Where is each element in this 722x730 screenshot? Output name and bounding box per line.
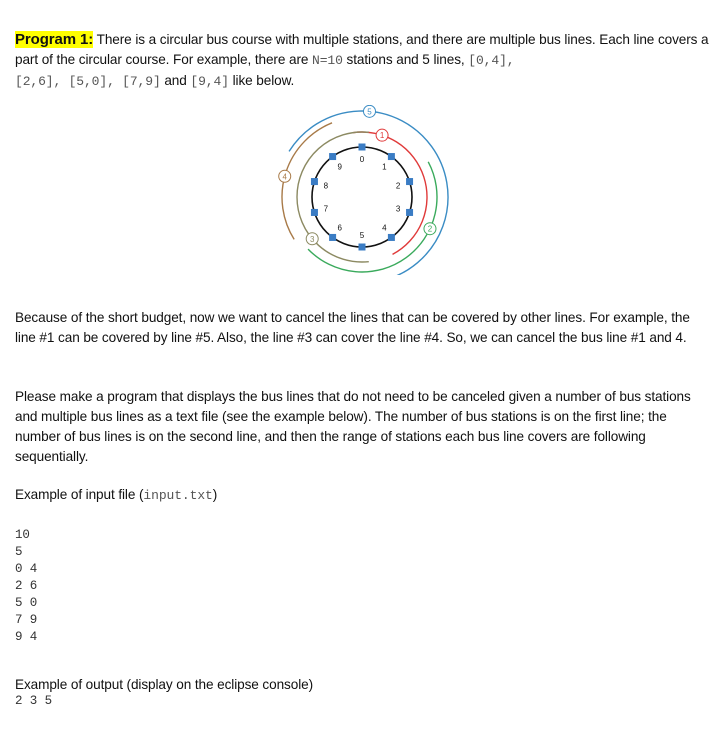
input-label: Example of input file (input.txt) [15, 487, 218, 503]
bus-line-arc-2 [308, 162, 437, 272]
bus-route-diagram [270, 105, 460, 275]
output-label: Example of output (display on the eclipse console) [15, 677, 314, 692]
station-label: 8 [323, 181, 329, 191]
bus-line-label: 4 [282, 172, 287, 182]
program-heading: Program 1: [15, 31, 94, 48]
station-label: 4 [382, 223, 387, 233]
input-line: 10 [15, 528, 30, 542]
input-line: 2 6 [15, 579, 38, 593]
station-label: 6 [337, 223, 342, 233]
station-label: 2 [395, 181, 401, 191]
station-marker [406, 209, 413, 216]
bus-line-label: 2 [427, 224, 433, 234]
station-marker [311, 209, 318, 216]
station-marker [311, 178, 318, 185]
input-line: 0 4 [15, 562, 38, 576]
input-example [15, 527, 710, 646]
station-label: 3 [395, 204, 401, 214]
intro-paragraph: Program 1: There is a circular bus course with multiple stations, and there are multiple bus lines. Each line covers a part of the circular course. For example, there are N=10 stations and 5 lines, [0,4], [2,6], [5,0], [7,9] and [9,4] like below. [15, 31, 709, 89]
task-paragraph: Please make a program that displays the bus lines that do not need to be canceled given a number of bus stations and multiple bus lines as a text file (see the example below). The number of bus stations is on the first line; the number of bus lines is on the second line, and then the range of stations each bus line covers are following sequentially. [15, 389, 691, 464]
station-marker [359, 244, 366, 251]
input-line: 5 [15, 545, 23, 559]
station-marker [406, 178, 413, 185]
bus-line-label: 3 [309, 234, 315, 244]
station-marker [388, 234, 395, 241]
output-example: 2 3 5 [15, 694, 53, 708]
station-label: 5 [359, 231, 365, 240]
input-line: 5 0 [15, 596, 38, 610]
station-marker [388, 153, 395, 160]
station-marker [329, 153, 336, 160]
station-label: 0 [359, 155, 365, 164]
station-marker [329, 234, 336, 241]
station-label: 7 [323, 204, 329, 214]
cancel-paragraph: Because of the short budget, now we want to cancel the lines that can be covered by other lines. For example, the line #1 can be covered by line #5. Also, the line #3 can cover the line #4. So, we can cancel the bus line #1 and 4. [15, 310, 690, 345]
input-line: 7 9 [15, 613, 38, 627]
bus-line-label: 5 [367, 107, 372, 117]
input-line: 9 4 [15, 630, 38, 644]
station-label: 9 [337, 162, 342, 172]
bus-line-label: 1 [379, 131, 385, 141]
station-marker [359, 144, 366, 151]
station-label: 1 [382, 162, 387, 172]
